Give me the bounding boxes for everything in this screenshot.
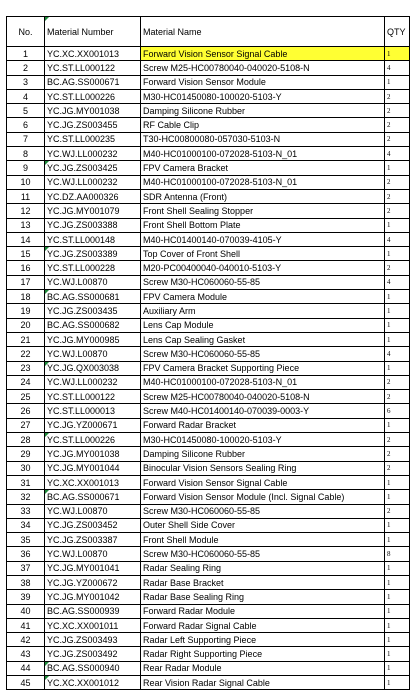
row-number: 23 bbox=[7, 361, 45, 375]
quantity: 1 bbox=[385, 590, 410, 604]
table-row bbox=[7, 204, 410, 218]
material-name: Lens Cap Module bbox=[141, 318, 385, 332]
material-number: BC.AG.SS000940 bbox=[45, 661, 141, 675]
row-number: 20 bbox=[7, 318, 45, 332]
table-row bbox=[7, 361, 410, 375]
table-row bbox=[7, 261, 410, 275]
row-number: 19 bbox=[7, 304, 45, 318]
table-row bbox=[7, 89, 410, 103]
material-number: YC.JG.YZ000671 bbox=[45, 418, 141, 432]
material-number: YC.WJ.L00870 bbox=[45, 347, 141, 361]
row-number: 7 bbox=[7, 132, 45, 146]
table-row bbox=[7, 332, 410, 346]
quantity: 1 bbox=[385, 418, 410, 432]
row-number: 24 bbox=[7, 375, 45, 389]
header-material-number: Material Number bbox=[45, 17, 141, 47]
row-number: 12 bbox=[7, 204, 45, 218]
material-name: Forward Vision Sensor Signal Cable bbox=[141, 47, 385, 61]
header-material-name: Material Name bbox=[141, 17, 385, 47]
material-name: Forward Vision Sensor Module (Incl. Signal Cable) bbox=[141, 490, 385, 504]
material-name: Front Shell Sealing Stopper bbox=[141, 204, 385, 218]
material-name: FPV Camera Bracket Supporting Piece bbox=[141, 361, 385, 375]
quantity: 1 bbox=[385, 218, 410, 232]
row-number: 8 bbox=[7, 147, 45, 161]
material-name: Rear Radar Module bbox=[141, 661, 385, 675]
material-number: YC.JG.MY001038 bbox=[45, 104, 141, 118]
material-number: YC.JG.MY001044 bbox=[45, 461, 141, 475]
material-name: Lens Cap Sealing Gasket bbox=[141, 332, 385, 346]
row-number: 11 bbox=[7, 189, 45, 203]
material-number: YC.ST.LL000148 bbox=[45, 232, 141, 246]
table-row bbox=[7, 647, 410, 661]
material-name: M30-HC01450080-100020-5103-Y bbox=[141, 433, 385, 447]
row-number: 9 bbox=[7, 161, 45, 175]
material-number: YC.JG.ZS003492 bbox=[45, 647, 141, 661]
material-name: M40-HC01400140-070039-4105-Y bbox=[141, 232, 385, 246]
table-row bbox=[7, 547, 410, 561]
table-row bbox=[7, 676, 410, 690]
row-number: 32 bbox=[7, 490, 45, 504]
material-name: RF Cable Clip bbox=[141, 118, 385, 132]
header-row bbox=[7, 17, 410, 47]
material-number: BC.AG.SS000671 bbox=[45, 75, 141, 89]
table-row bbox=[7, 433, 410, 447]
material-name: Radar Right Supporting Piece bbox=[141, 647, 385, 661]
row-number: 34 bbox=[7, 518, 45, 532]
material-name: T30-HC00800080-057030-5103-N bbox=[141, 132, 385, 146]
quantity: 1 bbox=[385, 332, 410, 346]
material-number: YC.ST.LL000226 bbox=[45, 89, 141, 103]
material-name: M30-HC01450080-100020-5103-Y bbox=[141, 89, 385, 103]
material-name: Front Shell Module bbox=[141, 533, 385, 547]
row-number: 21 bbox=[7, 332, 45, 346]
quantity: 1 bbox=[385, 475, 410, 489]
material-number: YC.WJ.L00870 bbox=[45, 547, 141, 561]
material-name: Screw M30-HC060060-55-85 bbox=[141, 347, 385, 361]
material-number: BC.AG.SS000671 bbox=[45, 490, 141, 504]
quantity: 1 bbox=[385, 247, 410, 261]
material-number: YC.JG.MY001038 bbox=[45, 447, 141, 461]
row-number: 30 bbox=[7, 461, 45, 475]
row-number: 38 bbox=[7, 575, 45, 589]
quantity: 1 bbox=[385, 47, 410, 61]
row-number: 16 bbox=[7, 261, 45, 275]
material-number: YC.JG.ZS003389 bbox=[45, 247, 141, 261]
row-number: 6 bbox=[7, 118, 45, 132]
material-number: YC.JG.MY000985 bbox=[45, 332, 141, 346]
material-number: YC.WJ.LL000232 bbox=[45, 375, 141, 389]
quantity: 4 bbox=[385, 147, 410, 161]
material-number: BC.AG.SS000939 bbox=[45, 604, 141, 618]
material-number: YC.XC.XX001013 bbox=[45, 475, 141, 489]
quantity: 8 bbox=[385, 547, 410, 561]
material-name: Front Shell Bottom Plate bbox=[141, 218, 385, 232]
row-number: 10 bbox=[7, 175, 45, 189]
row-number: 31 bbox=[7, 475, 45, 489]
quantity: 4 bbox=[385, 61, 410, 75]
quantity: 2 bbox=[385, 204, 410, 218]
row-number: 1 bbox=[7, 47, 45, 61]
table-row bbox=[7, 61, 410, 75]
material-number: YC.JG.ZS003388 bbox=[45, 218, 141, 232]
table-row bbox=[7, 318, 410, 332]
material-number: YC.JG.ZS003493 bbox=[45, 633, 141, 647]
material-name: Radar Base Sealing Ring bbox=[141, 590, 385, 604]
quantity: 1 bbox=[385, 490, 410, 504]
table-row bbox=[7, 232, 410, 246]
material-name: Screw M30-HC060060-55-85 bbox=[141, 275, 385, 289]
table-body bbox=[7, 47, 410, 690]
material-number: YC.WJ.LL000232 bbox=[45, 175, 141, 189]
table-row bbox=[7, 590, 410, 604]
material-number: YC.ST.LL000226 bbox=[45, 433, 141, 447]
material-number: YC.JG.MY001079 bbox=[45, 204, 141, 218]
material-number: YC.JG.YZ000672 bbox=[45, 575, 141, 589]
table-row bbox=[7, 447, 410, 461]
material-number: YC.ST.LL000122 bbox=[45, 61, 141, 75]
table-row bbox=[7, 661, 410, 675]
material-name: M40-HC01000100-072028-5103-N_01 bbox=[141, 175, 385, 189]
material-number: BC.AG.SS000682 bbox=[45, 318, 141, 332]
table-row bbox=[7, 533, 410, 547]
table-row bbox=[7, 633, 410, 647]
material-number: YC.WJ.LL000232 bbox=[45, 147, 141, 161]
header-qty: QTY bbox=[385, 17, 410, 47]
quantity: 1 bbox=[385, 318, 410, 332]
row-number: 27 bbox=[7, 418, 45, 432]
material-number: YC.JG.ZS003425 bbox=[45, 161, 141, 175]
table-row bbox=[7, 118, 410, 132]
material-number: BC.AG.SS000681 bbox=[45, 290, 141, 304]
quantity: 2 bbox=[385, 390, 410, 404]
material-name: Auxiliary Arm bbox=[141, 304, 385, 318]
row-number: 33 bbox=[7, 504, 45, 518]
material-number: YC.JG.ZS003455 bbox=[45, 118, 141, 132]
row-number: 28 bbox=[7, 433, 45, 447]
material-name: Forward Radar Bracket bbox=[141, 418, 385, 432]
row-number: 39 bbox=[7, 590, 45, 604]
material-name: Damping Silicone Rubber bbox=[141, 447, 385, 461]
material-name: Radar Sealing Ring bbox=[141, 561, 385, 575]
quantity: 1 bbox=[385, 676, 410, 690]
quantity: 6 bbox=[385, 404, 410, 418]
quantity: 2 bbox=[385, 104, 410, 118]
material-number: YC.DZ.AA000326 bbox=[45, 189, 141, 203]
table-row bbox=[7, 504, 410, 518]
table-row bbox=[7, 475, 410, 489]
table-row bbox=[7, 347, 410, 361]
quantity: 1 bbox=[385, 518, 410, 532]
row-number: 14 bbox=[7, 232, 45, 246]
material-number: YC.XC.XX001011 bbox=[45, 618, 141, 632]
table-row bbox=[7, 290, 410, 304]
material-number: YC.ST.LL000013 bbox=[45, 404, 141, 418]
material-name: Radar Left Supporting Piece bbox=[141, 633, 385, 647]
material-name: Screw M40-HC01400140-070039-0003-Y bbox=[141, 404, 385, 418]
material-number: YC.JG.MY001041 bbox=[45, 561, 141, 575]
table-row bbox=[7, 161, 410, 175]
material-name: FPV Camera Bracket bbox=[141, 161, 385, 175]
quantity: 2 bbox=[385, 89, 410, 103]
table-row bbox=[7, 390, 410, 404]
material-number: YC.JG.ZS003387 bbox=[45, 533, 141, 547]
material-name: Radar Base Bracket bbox=[141, 575, 385, 589]
quantity: 2 bbox=[385, 118, 410, 132]
material-number: YC.XC.XX001012 bbox=[45, 676, 141, 690]
material-name: M40-HC01000100-072028-5103-N_01 bbox=[141, 147, 385, 161]
table-row bbox=[7, 275, 410, 289]
quantity: 4 bbox=[385, 347, 410, 361]
quantity: 2 bbox=[385, 189, 410, 203]
quantity: 1 bbox=[385, 290, 410, 304]
material-name: Forward Vision Sensor Signal Cable bbox=[141, 475, 385, 489]
row-number: 29 bbox=[7, 447, 45, 461]
table-row bbox=[7, 104, 410, 118]
material-name: Screw M30-HC060060-55-85 bbox=[141, 547, 385, 561]
quantity: 2 bbox=[385, 261, 410, 275]
table-row bbox=[7, 175, 410, 189]
row-number: 44 bbox=[7, 661, 45, 675]
material-name: M40-HC01000100-072028-5103-N_01 bbox=[141, 375, 385, 389]
material-name: Forward Radar Signal Cable bbox=[141, 618, 385, 632]
row-number: 40 bbox=[7, 604, 45, 618]
quantity: 1 bbox=[385, 561, 410, 575]
row-number: 35 bbox=[7, 533, 45, 547]
row-number: 2 bbox=[7, 61, 45, 75]
row-number: 43 bbox=[7, 647, 45, 661]
table-row bbox=[7, 218, 410, 232]
quantity: 2 bbox=[385, 175, 410, 189]
table-row bbox=[7, 561, 410, 575]
row-number: 13 bbox=[7, 218, 45, 232]
quantity: 1 bbox=[385, 361, 410, 375]
table-row bbox=[7, 247, 410, 261]
table-row bbox=[7, 147, 410, 161]
material-number: YC.JG.ZS003435 bbox=[45, 304, 141, 318]
table-row bbox=[7, 189, 410, 203]
material-number: YC.JG.MY001042 bbox=[45, 590, 141, 604]
material-name: Screw M25-HC00780040-040020-5108-N bbox=[141, 61, 385, 75]
table-row bbox=[7, 604, 410, 618]
material-name: Screw M25-HC00780040-040020-5108-N bbox=[141, 390, 385, 404]
quantity: 1 bbox=[385, 647, 410, 661]
material-name: FPV Camera Module bbox=[141, 290, 385, 304]
row-number: 17 bbox=[7, 275, 45, 289]
row-number: 22 bbox=[7, 347, 45, 361]
material-name: Binocular Vision Sensors Sealing Ring bbox=[141, 461, 385, 475]
row-number: 42 bbox=[7, 633, 45, 647]
row-number: 4 bbox=[7, 89, 45, 103]
material-name: Top Cover of Front Shell bbox=[141, 247, 385, 261]
material-number: YC.XC.XX001013 bbox=[45, 47, 141, 61]
header-no: No. bbox=[7, 17, 45, 47]
table-row bbox=[7, 418, 410, 432]
table-row bbox=[7, 404, 410, 418]
row-number: 5 bbox=[7, 104, 45, 118]
row-number: 41 bbox=[7, 618, 45, 632]
material-name: SDR Antenna (Front) bbox=[141, 189, 385, 203]
material-number: YC.ST.LL000228 bbox=[45, 261, 141, 275]
material-name: M20-PC00400040-040010-5103-Y bbox=[141, 261, 385, 275]
table-row bbox=[7, 618, 410, 632]
quantity: 2 bbox=[385, 461, 410, 475]
table-row bbox=[7, 575, 410, 589]
quantity: 1 bbox=[385, 575, 410, 589]
quantity: 4 bbox=[385, 232, 410, 246]
material-name: Rear Vision Radar Signal Cable bbox=[141, 676, 385, 690]
row-number: 37 bbox=[7, 561, 45, 575]
row-number: 3 bbox=[7, 75, 45, 89]
parts-table bbox=[6, 16, 410, 690]
row-number: 36 bbox=[7, 547, 45, 561]
material-number: YC.WJ.L00870 bbox=[45, 504, 141, 518]
table-row bbox=[7, 518, 410, 532]
row-number: 45 bbox=[7, 676, 45, 690]
quantity: 4 bbox=[385, 275, 410, 289]
quantity: 1 bbox=[385, 533, 410, 547]
quantity: 1 bbox=[385, 75, 410, 89]
table-row bbox=[7, 132, 410, 146]
material-number: YC.JG.ZS003452 bbox=[45, 518, 141, 532]
material-number: YC.JG.QX003038 bbox=[45, 361, 141, 375]
quantity: 2 bbox=[385, 375, 410, 389]
table-row bbox=[7, 461, 410, 475]
quantity: 2 bbox=[385, 433, 410, 447]
material-number: YC.ST.LL000122 bbox=[45, 390, 141, 404]
quantity: 2 bbox=[385, 132, 410, 146]
quantity: 1 bbox=[385, 618, 410, 632]
material-name: Forward Vision Sensor Module bbox=[141, 75, 385, 89]
row-number: 15 bbox=[7, 247, 45, 261]
quantity: 1 bbox=[385, 304, 410, 318]
quantity: 2 bbox=[385, 504, 410, 518]
parts-list-sheet bbox=[6, 16, 410, 690]
table-row bbox=[7, 304, 410, 318]
quantity: 1 bbox=[385, 161, 410, 175]
row-number: 18 bbox=[7, 290, 45, 304]
row-number: 25 bbox=[7, 390, 45, 404]
material-name: Screw M30-HC060060-55-85 bbox=[141, 504, 385, 518]
table-row bbox=[7, 490, 410, 504]
quantity: 1 bbox=[385, 633, 410, 647]
material-name: Outer Shell Side Cover bbox=[141, 518, 385, 532]
table-row bbox=[7, 375, 410, 389]
material-name: Forward Radar Module bbox=[141, 604, 385, 618]
quantity: 2 bbox=[385, 447, 410, 461]
table-row bbox=[7, 47, 410, 61]
quantity: 1 bbox=[385, 661, 410, 675]
row-number: 26 bbox=[7, 404, 45, 418]
material-name: Damping Silicone Rubber bbox=[141, 104, 385, 118]
table-row bbox=[7, 75, 410, 89]
quantity: 1 bbox=[385, 604, 410, 618]
material-number: YC.WJ.L00870 bbox=[45, 275, 141, 289]
material-number: YC.ST.LL000235 bbox=[45, 132, 141, 146]
